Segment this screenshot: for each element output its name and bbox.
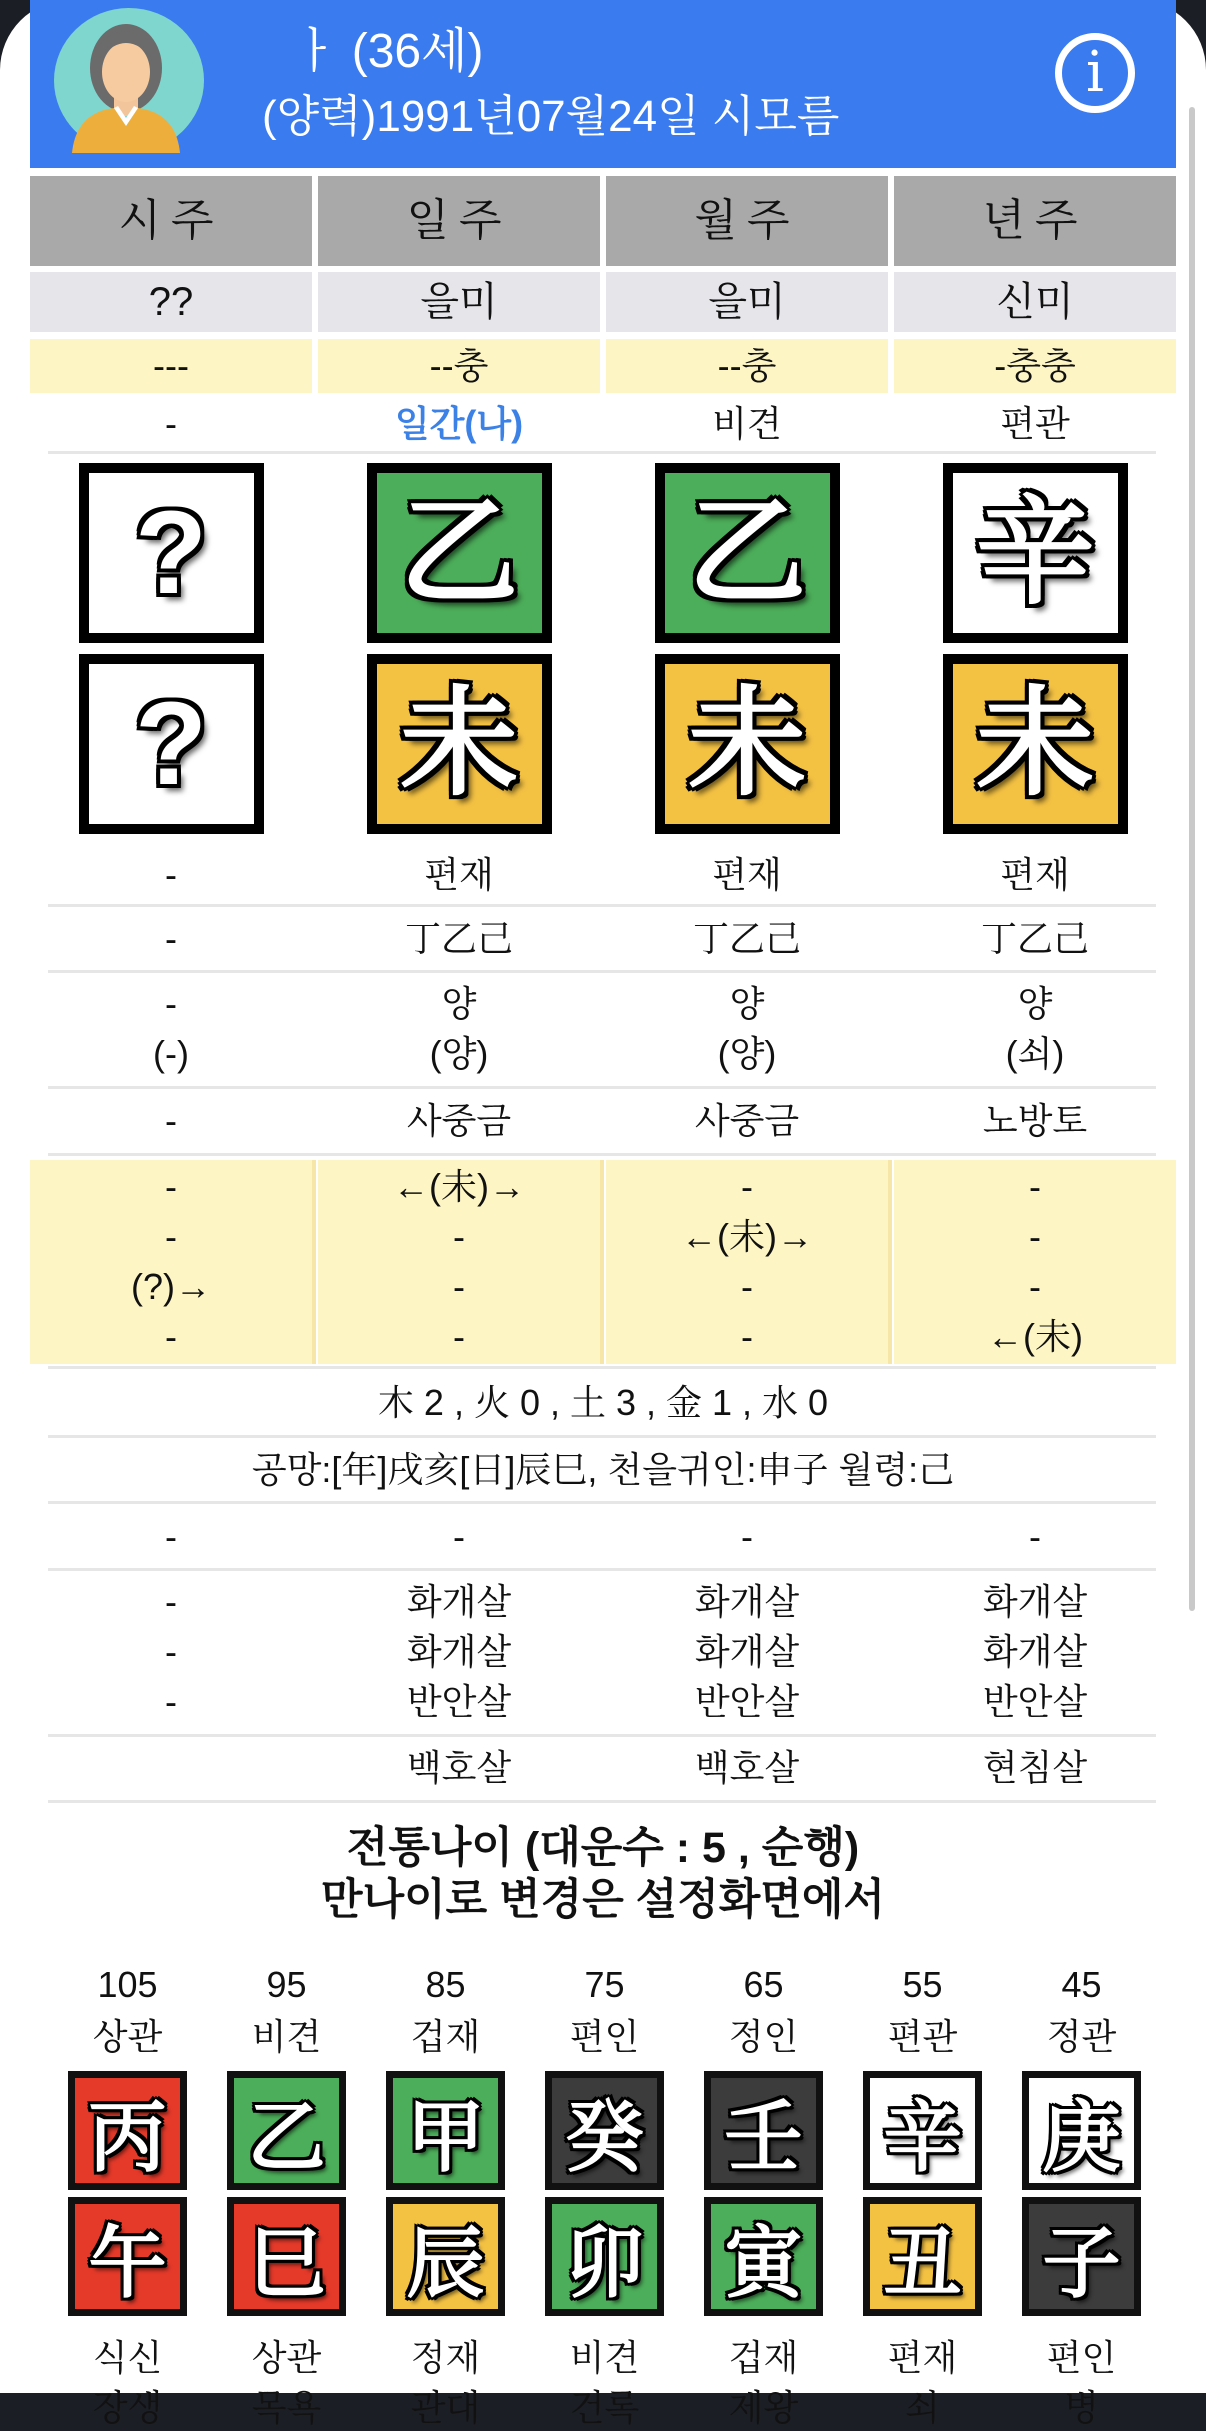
extra-row: - [453, 1516, 465, 1557]
sinsal-cell [30, 1570, 312, 1734]
stem-sipsin-cell [30, 397, 312, 451]
daewoon-title-line2: 만나이로 변경은 설정화면에서 [321, 1876, 885, 1924]
earthly-branch-box-cell[interactable] [894, 654, 1176, 834]
unseong-line: 양 [729, 983, 765, 1024]
stem-sipsin: 편관 [1000, 403, 1070, 444]
jijanggan: 丁乙己 [980, 918, 1089, 959]
daewoon-branch-sipsin: 편재 [887, 2337, 958, 2378]
daewoon-stem-box[interactable]: 癸 [545, 2071, 664, 2190]
napeum: 사중금 [406, 1100, 512, 1141]
daewoon-unseong: 장생 [92, 2387, 163, 2428]
unseong-cell [30, 974, 312, 1084]
relations-line: - [1029, 1166, 1041, 1207]
earthly-branch-box[interactable]: 未 [943, 654, 1128, 834]
jijanggan-row [30, 908, 1176, 970]
row-divider [48, 904, 1156, 907]
sinsal-cell [318, 1570, 600, 1734]
sinsal-line: - [165, 1681, 177, 1722]
pillar-title-cell[interactable] [606, 176, 888, 266]
row-divider [48, 451, 1156, 454]
sinsal-extra-cell [318, 1736, 600, 1800]
pillar-title: 월주 [694, 196, 800, 245]
extra-row: - [1029, 1516, 1041, 1557]
heavenly-stem-box-cell[interactable] [606, 463, 888, 643]
sinsal-extra-cell [606, 1736, 888, 1800]
daewoon-unseong: 쇠 [905, 2387, 940, 2428]
napeum-row [30, 1089, 1176, 1153]
sinsal-extra: 현침살 [982, 1747, 1088, 1788]
branch-sipsin-row [30, 848, 1176, 902]
pillar-title: 시주 [118, 196, 224, 245]
pillar-title-row [30, 176, 1176, 266]
pillar-chung-row [30, 339, 1176, 393]
daewoon-title [0, 1822, 1206, 1926]
unseong-cell [894, 974, 1176, 1084]
daewoon-item[interactable] [1022, 1955, 1141, 2431]
sinsal-row [30, 1570, 1176, 1734]
extra-row-cell [30, 1506, 312, 1568]
earthly-branch-box-cell[interactable] [606, 654, 888, 834]
unseong-line: (양) [717, 1033, 777, 1074]
pillar-ganji-cell [318, 272, 600, 332]
pillar-title: 년주 [982, 196, 1088, 245]
unseong-line: (쇠) [1005, 1033, 1065, 1074]
pillar-ganji-cell [30, 272, 312, 332]
branch-sipsin-cell [318, 848, 600, 902]
unseong-cell [318, 974, 600, 1084]
sinsal-line: 화개살 [982, 1581, 1088, 1622]
woman-avatar-icon [54, 8, 204, 153]
daewoon-stem-sipsin: 편인 [569, 2016, 640, 2057]
jijanggan-cell [894, 908, 1176, 970]
row-divider [48, 1501, 1156, 1504]
daewoon-age: 105 [97, 1964, 158, 2005]
row-divider [48, 1568, 1156, 1571]
pillar-chung: --충 [429, 345, 489, 386]
branch-sipsin-cell [606, 848, 888, 902]
daewoon-stem-box[interactable]: 乙 [227, 2071, 346, 2190]
sinsal-cell [894, 1570, 1176, 1734]
heavenly-stem-box[interactable]: ? [79, 463, 264, 643]
pillar-title-cell[interactable] [894, 176, 1176, 266]
earthly-branch-box[interactable]: 未 [655, 654, 840, 834]
jijanggan-cell [30, 908, 312, 970]
branch-sipsin-cell [894, 848, 1176, 902]
daewoon-item[interactable] [704, 1955, 823, 2431]
sinsal-extra: 백호살 [406, 1747, 512, 1788]
jijanggan: 丁乙己 [404, 918, 513, 959]
sinsal-line: 반안살 [694, 1681, 800, 1722]
relations-line: - [453, 1316, 465, 1357]
sinsal-cell [606, 1570, 888, 1734]
daewoon-branch-sipsin: 편인 [1046, 2337, 1117, 2378]
branch-sipsin: 편재 [1000, 854, 1070, 895]
daewoon-branch-box[interactable]: 卯 [545, 2197, 664, 2316]
row-divider [48, 1800, 1156, 1803]
pillar-title: 일주 [406, 196, 512, 245]
unseong-line: - [165, 983, 177, 1024]
row-divider [48, 1153, 1156, 1156]
heavenly-stem-box-row [30, 463, 1176, 643]
daewoon-stem-sipsin: 상관 [92, 2016, 163, 2057]
branch-sipsin: 편재 [424, 854, 494, 895]
daewoon-age: 75 [584, 1964, 625, 2005]
daewoon-branch-sipsin: 식신 [92, 2337, 163, 2378]
extra-row-row [30, 1506, 1176, 1568]
branch-sipsin-cell [30, 848, 312, 902]
pillar-ganji-row [30, 272, 1176, 332]
daewoon-age: 45 [1061, 1964, 1102, 2005]
pillar-chung: -충충 [994, 345, 1076, 386]
sinsal-line: 화개살 [982, 1631, 1088, 1672]
relations-line: - [453, 1266, 465, 1307]
earthly-branch-box[interactable]: 未 [367, 654, 552, 834]
pillar-chung-cell [30, 339, 312, 393]
sinsal-line: 화개살 [406, 1581, 512, 1622]
branch-sipsin: 편재 [712, 854, 782, 895]
earthly-branch-box-row [30, 654, 1176, 834]
gap [68, 2190, 187, 2197]
sinsal-line: 반안살 [982, 1681, 1088, 1722]
unseong-line: 양 [1017, 983, 1053, 1024]
profile-name-age: ㅏ (36세) [292, 25, 484, 78]
earthly-branch-box-cell[interactable] [318, 654, 600, 834]
extra-row-cell [318, 1506, 600, 1568]
relations-line: - [165, 1316, 177, 1357]
row-divider [48, 970, 1156, 973]
relations-line: - [1029, 1266, 1041, 1307]
relations-line: ←(未)→ [393, 1166, 525, 1207]
jijanggan-cell [318, 908, 600, 970]
sinsal-line: 화개살 [694, 1631, 800, 1672]
birth-date: (양력)1991년07월24일 시모름 [262, 92, 840, 141]
relations-row [30, 1160, 1176, 1364]
relations-line: - [453, 1216, 465, 1257]
five-elements-summary: 木 2 , 火 0 , 土 3 , 金 1 , 水 0 [377, 1382, 829, 1423]
extra-row-cell [894, 1506, 1176, 1568]
gap [545, 2190, 664, 2197]
daewoon-unseong: 병 [1064, 2387, 1099, 2428]
relations-line: - [741, 1316, 753, 1357]
earthly-branch-box-cell[interactable] [30, 654, 312, 834]
daewoon-branch-box[interactable]: 寅 [704, 2197, 823, 2316]
info-icon[interactable]: i [1055, 33, 1135, 113]
pillar-ganji: 을미 [708, 280, 786, 324]
pillar-chung-cell [606, 339, 888, 393]
relations-line: - [741, 1266, 753, 1307]
avatar[interactable] [54, 8, 204, 153]
branch-sipsin: - [165, 854, 177, 895]
relations-line: ←(未)→ [681, 1216, 813, 1257]
sinsal-line: 화개살 [406, 1631, 512, 1672]
daewoon-stem-sipsin: 정인 [728, 2016, 799, 2057]
sinsal-line: - [165, 1581, 177, 1622]
pillar-chung: --충 [717, 345, 777, 386]
pillar-ganji-cell [894, 272, 1176, 332]
heavenly-stem-box-cell[interactable] [30, 463, 312, 643]
pillar-chung-cell [318, 339, 600, 393]
pillar-title-cell[interactable] [30, 176, 312, 266]
daewoon-unseong: 관대 [410, 2387, 481, 2428]
pillar-chung-cell [894, 339, 1176, 393]
napeum-cell [606, 1089, 888, 1153]
stem-sipsin-row [30, 397, 1176, 451]
daewoon-stem-box[interactable]: 丙 [68, 2071, 187, 2190]
relations-line: - [165, 1166, 177, 1207]
unseong-row [30, 974, 1176, 1084]
stem-sipsin-cell [894, 397, 1176, 451]
pillar-ganji: 신미 [996, 280, 1074, 324]
unseong-line: (-) [153, 1033, 189, 1074]
pillar-ganji-cell [606, 272, 888, 332]
napeum: 사중금 [694, 1100, 800, 1141]
sinsal-extra: 백호살 [694, 1747, 800, 1788]
sinsal-extra-cell [894, 1736, 1176, 1800]
stem-sipsin: 비견 [712, 403, 782, 444]
relations-cell [606, 1160, 892, 1364]
unseong-line: (양) [429, 1033, 489, 1074]
gongmang-info: 공망:[年]戌亥[日]辰巳, 천을귀인:申子 월령:己 [251, 1449, 955, 1490]
daewoon-unseong: 건록 [569, 2387, 640, 2428]
gap [227, 2190, 346, 2197]
stem-sipsin-cell [318, 397, 600, 451]
daewoon-unseong: 목욕 [251, 2387, 322, 2428]
relations-line: - [741, 1166, 753, 1207]
jijanggan-cell [606, 908, 888, 970]
daewoon-branch-box[interactable]: 巳 [227, 2197, 346, 2316]
unseong-line: 양 [441, 983, 477, 1024]
pillar-ganji: 을미 [420, 280, 498, 324]
extra-row-cell [606, 1506, 888, 1568]
napeum-cell [30, 1089, 312, 1153]
daewoon-branch-box[interactable]: 丑 [863, 2197, 982, 2316]
daewoon-stem-box[interactable]: 甲 [386, 2071, 505, 2190]
daewoon-branch-box[interactable]: 子 [1022, 2197, 1141, 2316]
daewoon-item[interactable] [386, 1955, 505, 2431]
sinsal-line: 화개살 [694, 1581, 800, 1622]
daewoon-branch-sipsin: 겁재 [728, 2337, 799, 2378]
heavenly-stem-box[interactable]: 乙 [367, 463, 552, 643]
row-divider [48, 1734, 1156, 1737]
relations-cell [318, 1160, 604, 1364]
heavenly-stem-box[interactable]: 乙 [655, 463, 840, 643]
profile-header [30, 0, 1176, 168]
relations-line: (?)→ [131, 1266, 211, 1307]
daewoon-branch-box[interactable]: 午 [68, 2197, 187, 2316]
relations-cell [30, 1160, 316, 1364]
daewoon-branch-sipsin: 비견 [569, 2337, 640, 2378]
unseong-cell [606, 974, 888, 1084]
daewoon-age: 85 [425, 1964, 466, 2005]
daewoon-branch-sipsin: 상관 [251, 2337, 322, 2378]
daewoon-age: 65 [743, 1964, 784, 2005]
gap [704, 2190, 823, 2197]
scrollbar[interactable] [1189, 107, 1195, 1611]
stem-sipsin-cell [606, 397, 888, 451]
gap [386, 2190, 505, 2197]
heavenly-stem-box-cell[interactable] [318, 463, 600, 643]
napeum: 노방토 [982, 1100, 1088, 1141]
heavenly-stem-box-cell[interactable] [894, 463, 1176, 643]
daewoon-item[interactable] [545, 1955, 664, 2431]
pillar-chung: --- [153, 345, 189, 386]
gap [863, 2190, 982, 2197]
pillar-ganji: ?? [148, 280, 194, 324]
napeum-cell [894, 1089, 1176, 1153]
sinsal-extra-row [30, 1736, 1176, 1800]
gap [1022, 2190, 1141, 2197]
extra-row: - [165, 1516, 177, 1557]
daewoon-stem-sipsin: 비견 [251, 2016, 322, 2057]
daewoon-stem-box[interactable]: 庚 [1022, 2071, 1141, 2190]
sinsal-extra-cell [30, 1736, 312, 1800]
relations-line: ←(未) [987, 1316, 1083, 1357]
daewoon-branch-box[interactable]: 辰 [386, 2197, 505, 2316]
pillar-title-cell[interactable] [318, 176, 600, 266]
extra-row: - [741, 1516, 753, 1557]
daewoon-stem-sipsin: 정관 [1046, 2016, 1117, 2057]
earthly-branch-box[interactable]: ? [79, 654, 264, 834]
daewoon-branch-sipsin: 정재 [410, 2337, 481, 2378]
jijanggan: 丁乙己 [692, 918, 801, 959]
daewoon-age: 95 [266, 1964, 307, 2005]
napeum-cell [318, 1089, 600, 1153]
daewoon-title-line1: 전통나이 (대운수 : 5 , 순행) [346, 1824, 860, 1872]
daewoon-stem-sipsin: 편관 [887, 2016, 958, 2057]
daewoon-item[interactable] [68, 1955, 187, 2431]
jijanggan: - [165, 918, 177, 959]
stem-sipsin: 일간(나) [394, 403, 524, 444]
stem-sipsin: - [165, 403, 177, 444]
daewoon-unseong: 제왕 [728, 2387, 799, 2428]
relations-line: - [165, 1216, 177, 1257]
relations-line: - [1029, 1216, 1041, 1257]
sinsal-line: 반안살 [406, 1681, 512, 1722]
row-divider [48, 1086, 1156, 1089]
daewoon-item[interactable] [227, 1955, 346, 2431]
daewoon-age: 55 [902, 1964, 943, 2005]
napeum: - [165, 1100, 177, 1141]
daewoon-stem-box[interactable]: 壬 [704, 2071, 823, 2190]
relations-cell [894, 1160, 1176, 1364]
heavenly-stem-box[interactable]: 辛 [943, 463, 1128, 643]
daewoon-item[interactable] [863, 1955, 982, 2431]
daewoon-stem-sipsin: 겁재 [410, 2016, 481, 2057]
row-divider [48, 1366, 1156, 1369]
sinsal-line: - [165, 1631, 177, 1672]
daewoon-stem-box[interactable]: 辛 [863, 2071, 982, 2190]
